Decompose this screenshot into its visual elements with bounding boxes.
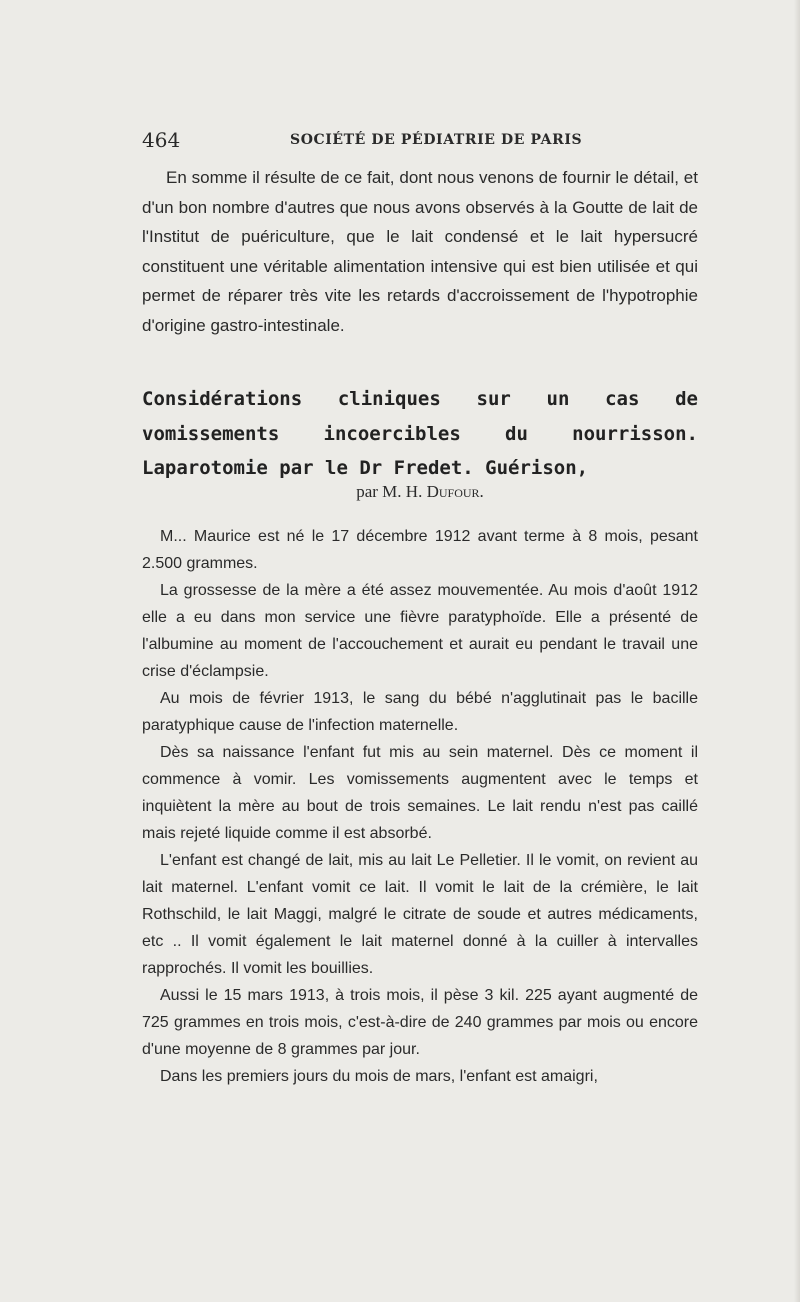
paragraph: Dans les premiers jours du mois de mars, l'enfant est amaigri,: [160, 1068, 598, 1085]
page-header: [142, 128, 698, 158]
author-prefix: par M. H.: [356, 482, 427, 501]
author-line: [142, 482, 698, 502]
article-title-block: [142, 382, 698, 486]
case-report: [142, 523, 698, 1090]
page-number: 464: [142, 128, 181, 152]
paragraph: M... Maurice est né le 17 décembre 1912 avant terme à 8 mois, pesant 2.500 grammes.: [142, 528, 698, 572]
paragraph: Dès sa naissance l'enfant fut mis au sein maternel. Dès ce moment il commence à vomir. Les vomissements augmentent avec le temps et inquiètent la mère au bout de trois semaines. Le lait rendu n'est pas caillé mais rejeté liquide comme il est absorbé.: [142, 744, 698, 842]
author-name: Dufour.: [426, 482, 484, 501]
paragraph: Aussi le 15 mars 1913, à trois mois, il pèse 3 kil. 225 ayant augmenté de 725 grammes en trois mois, c'est-à-dire de 240 grammes par mois ou encore d'une moyenne de 8 grammes par jour.: [142, 987, 698, 1058]
paragraph: Au mois de février 1913, le sang du bébé n'agglutinait pas le bacille paratyphique cause de l'infection maternelle.: [142, 690, 698, 734]
intro-section: [142, 163, 698, 340]
running-head: SOCIÉTÉ DE PÉDIATRIE DE PARIS: [290, 132, 583, 148]
article-title: Considérations cliniques sur un cas de vomissements incoercibles du nourrisson. Laparotomie par le Dr Fredet. Guérison,: [142, 388, 698, 479]
intro-paragraph: En somme il résulte de ce fait, dont nous venons de fournir le détail, et d'un bon nombre d'autres que nous avons observés à la Goutte de lait de l'Institut de puériculture, que le lait condensé et le lait hypersucré constituent une véritable alimentation intensive qui est bien utilisée et qui permet de réparer très vite les retards d'accroissement de l'hypotrophie d'origine gastro-intestinale.: [142, 168, 698, 335]
paragraph: La grossesse de la mère a été assez mouvementée. Au mois d'août 1912 elle a eu dans mon service une fièvre paratyphoïde. Elle a présenté de l'albumine au moment de l'accouchement et aurait eu pendant le travail une crise d'éclampsie.: [142, 582, 698, 680]
paragraph: L'enfant est changé de lait, mis au lait Le Pelletier. Il le vomit, on revient au lait maternel. L'enfant vomit ce lait. Il vomit le lait de la crémière, le lait Rothschild, le lait Maggi, malgré le citrate de soude et autres médicaments, etc .. Il vomit également le lait maternel donné à la cuiller à intervalles rapprochés. Il vomit les bouillies.: [142, 852, 698, 977]
